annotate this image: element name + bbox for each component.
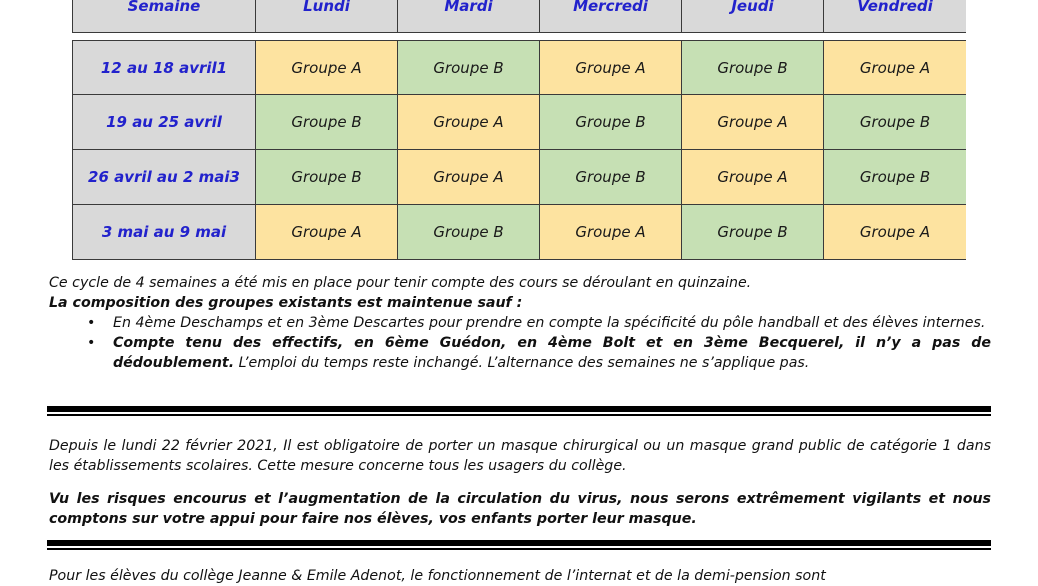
group-cell: Groupe A	[540, 205, 682, 260]
group-cell: Groupe B	[824, 150, 966, 205]
header-mercredi: Mercredi	[540, 0, 682, 33]
group-cell: Groupe A	[824, 40, 966, 95]
week-label: 12 au 18 avril1	[72, 40, 256, 95]
mask-paragraph: Depuis le lundi 22 février 2021, Il est obligatoire de porter un masque chirurgical ou un masque grand public de catégorie 1 dans les établissements scolaires. Cette mesure concerne tous les usagers du collège.	[49, 438, 991, 474]
header-semaine: Semaine	[72, 0, 256, 33]
group-cell: Groupe A	[398, 95, 540, 150]
internat-paragraph: Pour les élèves du collège Jeanne & Emile Adenot, le fonctionnement de l’internat et de la demi-pension sont	[49, 568, 826, 584]
header-vendredi: Vendredi	[824, 0, 966, 33]
bullet-text: L’emploi du temps reste inchangé. L’alternance des semaines ne s’applique pas.	[234, 355, 810, 371]
week-label: 26 avril au 2 mai3	[72, 150, 256, 205]
group-cell: Groupe B	[540, 150, 682, 205]
group-cell: Groupe B	[682, 40, 824, 95]
divider	[47, 548, 991, 550]
group-cell: Groupe B	[398, 40, 540, 95]
bullet-icon: •	[87, 315, 96, 331]
header-jeudi: Jeudi	[682, 0, 824, 33]
divider	[47, 540, 991, 546]
group-cell: Groupe A	[682, 95, 824, 150]
list-item	[49, 333, 991, 373]
group-cell: Groupe A	[824, 205, 966, 260]
group-cell: Groupe A	[256, 205, 398, 260]
group-cell: Groupe B	[256, 150, 398, 205]
divider	[47, 414, 991, 416]
list-item	[49, 313, 991, 333]
week-label: 3 mai au 9 mai	[72, 205, 256, 260]
exceptions-list	[49, 313, 991, 373]
group-cell: Groupe B	[256, 95, 398, 150]
group-cell: Groupe A	[540, 40, 682, 95]
header-lundi: Lundi	[256, 0, 398, 33]
groups-maintained-line: La composition des groupes existants est maintenue sauf :	[49, 295, 523, 311]
week-label: 19 au 25 avril	[72, 95, 256, 150]
group-cell: Groupe B	[824, 95, 966, 150]
bullet-text: En 4ème Deschamps et en 3ème Descartes pour prendre en compte la spécificité du pôle handball et des élèves internes.	[113, 315, 986, 331]
group-cell: Groupe B	[398, 205, 540, 260]
cycle-line: Ce cycle de 4 semaines a été mis en place pour tenir compte des cours se déroulant en quinzaine.	[49, 275, 752, 291]
group-cell: Groupe B	[682, 205, 824, 260]
group-cell: Groupe A	[256, 40, 398, 95]
group-cell: Groupe A	[398, 150, 540, 205]
bullet-icon: •	[87, 335, 96, 351]
cycle-explanation	[49, 273, 991, 373]
bullet-bold-text: Compte tenu des effectifs, en 6ème Guédon, en 4ème Bolt et en 3ème Becquerel, il n’y a pas de dédoublement.	[113, 335, 991, 371]
group-cell: Groupe B	[540, 95, 682, 150]
divider	[47, 406, 991, 412]
group-cell: Groupe A	[682, 150, 824, 205]
header-mardi: Mardi	[398, 0, 540, 33]
vigilance-paragraph: Vu les risques encourus et l’augmentation de la circulation du virus, nous serons extrêmement vigilants et nous comptons sur votre appui pour faire nos élèves, vos enfants porter leur masque.	[49, 491, 991, 527]
